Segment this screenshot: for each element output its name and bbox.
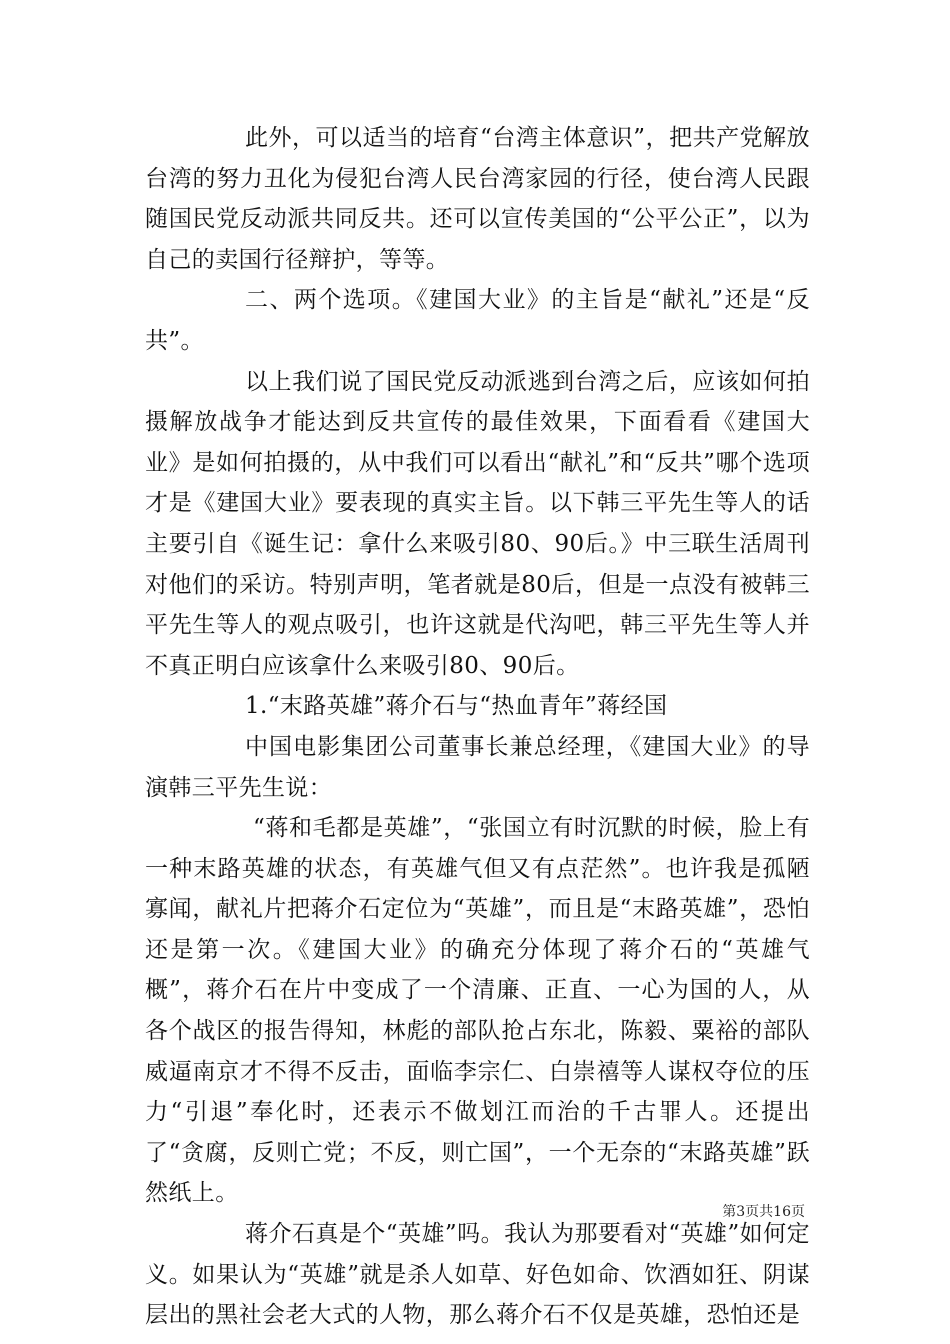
document-body <box>145 118 810 1336</box>
section-heading-two-options: 二、两个选项。《建国大业》的主旨是“献礼”还是“反共”。 <box>145 287 810 354</box>
paragraph-taiwan-consciousness: 此外，可以适当的培育“台湾主体意识”，把共产党解放台湾的努力丑化为侵犯台湾人民台湾家园的行径，使台湾人民跟随国民党反动派共同反共。还可以宣传美国的“公平公正”，以为自己的卖国行径辩护，等等。 <box>145 125 810 273</box>
paragraph-filming-approach: 以上我们说了国民党反动派逃到台湾之后，应该如何拍摄解放战争才能达到反共宣传的最佳效果，下面看看《建国大业》是如何拍摄的，从中我们可以看出“献礼”和“反共”哪个选项才是《建国大业》要表现的真实主旨。以下韩三平先生等人的话主要引自《诞生记：拿什么来吸引80、90后。》中三联生活周刊对他们的采访。特别声明，笔者就是80后，但是一点没有被韩三平先生等人的观点吸引，也许这就是代沟吧，韩三平先生等人并不真正明白应该拿什么来吸引80、90后。 <box>145 368 810 679</box>
paragraph-hero-quote: “蒋和毛都是英雄”，“张国立有时沉默的时候，脸上有一种末路英雄的状态，有英雄气但又有点茫然”。也许我是孤陋寡闻，献礼片把蒋介石定位为“英雄”，而且是“末路英雄”，恐怕还是第一次。《建国大业》的确充分体现了蒋介石的“英雄气概”，蒋介石在片中变成了一个清廉、正直、一心为国的人，从各个战区的报告得知，林彪的部队抢占东北，陈毅、粟裕的部队威逼南京才不得不反击，面临李宗仁、白崇禧等人谋权夺位的压力“引退”奉化时，还表示不做划江而治的千古罪人。还提出了“贪腐，反则亡党；不反，则亡国”，一个无奈的“末路英雄”跃然纸上。 <box>145 815 810 1207</box>
page-number-footer: 第3页共16页 <box>722 1204 805 1220</box>
paragraph-is-he-a-hero: 蒋介石真是个“英雄”吗。我认为那要看对“英雄”如何定义。如果认为“英雄”就是杀人如草、好色如命、饮酒如狂、阴谋层出的黑社会老大式的人物，那么蒋介石不仅是英雄，恐怕还是 <box>145 1221 810 1329</box>
paragraph-director-intro: 中国电影集团公司董事长兼总经理，《建国大业》的导演韩三平先生说： <box>145 733 810 801</box>
subheading-hero-and-youth: 1.“末路英雄”蒋介石与“热血青年”蒋经国 <box>245 693 668 720</box>
